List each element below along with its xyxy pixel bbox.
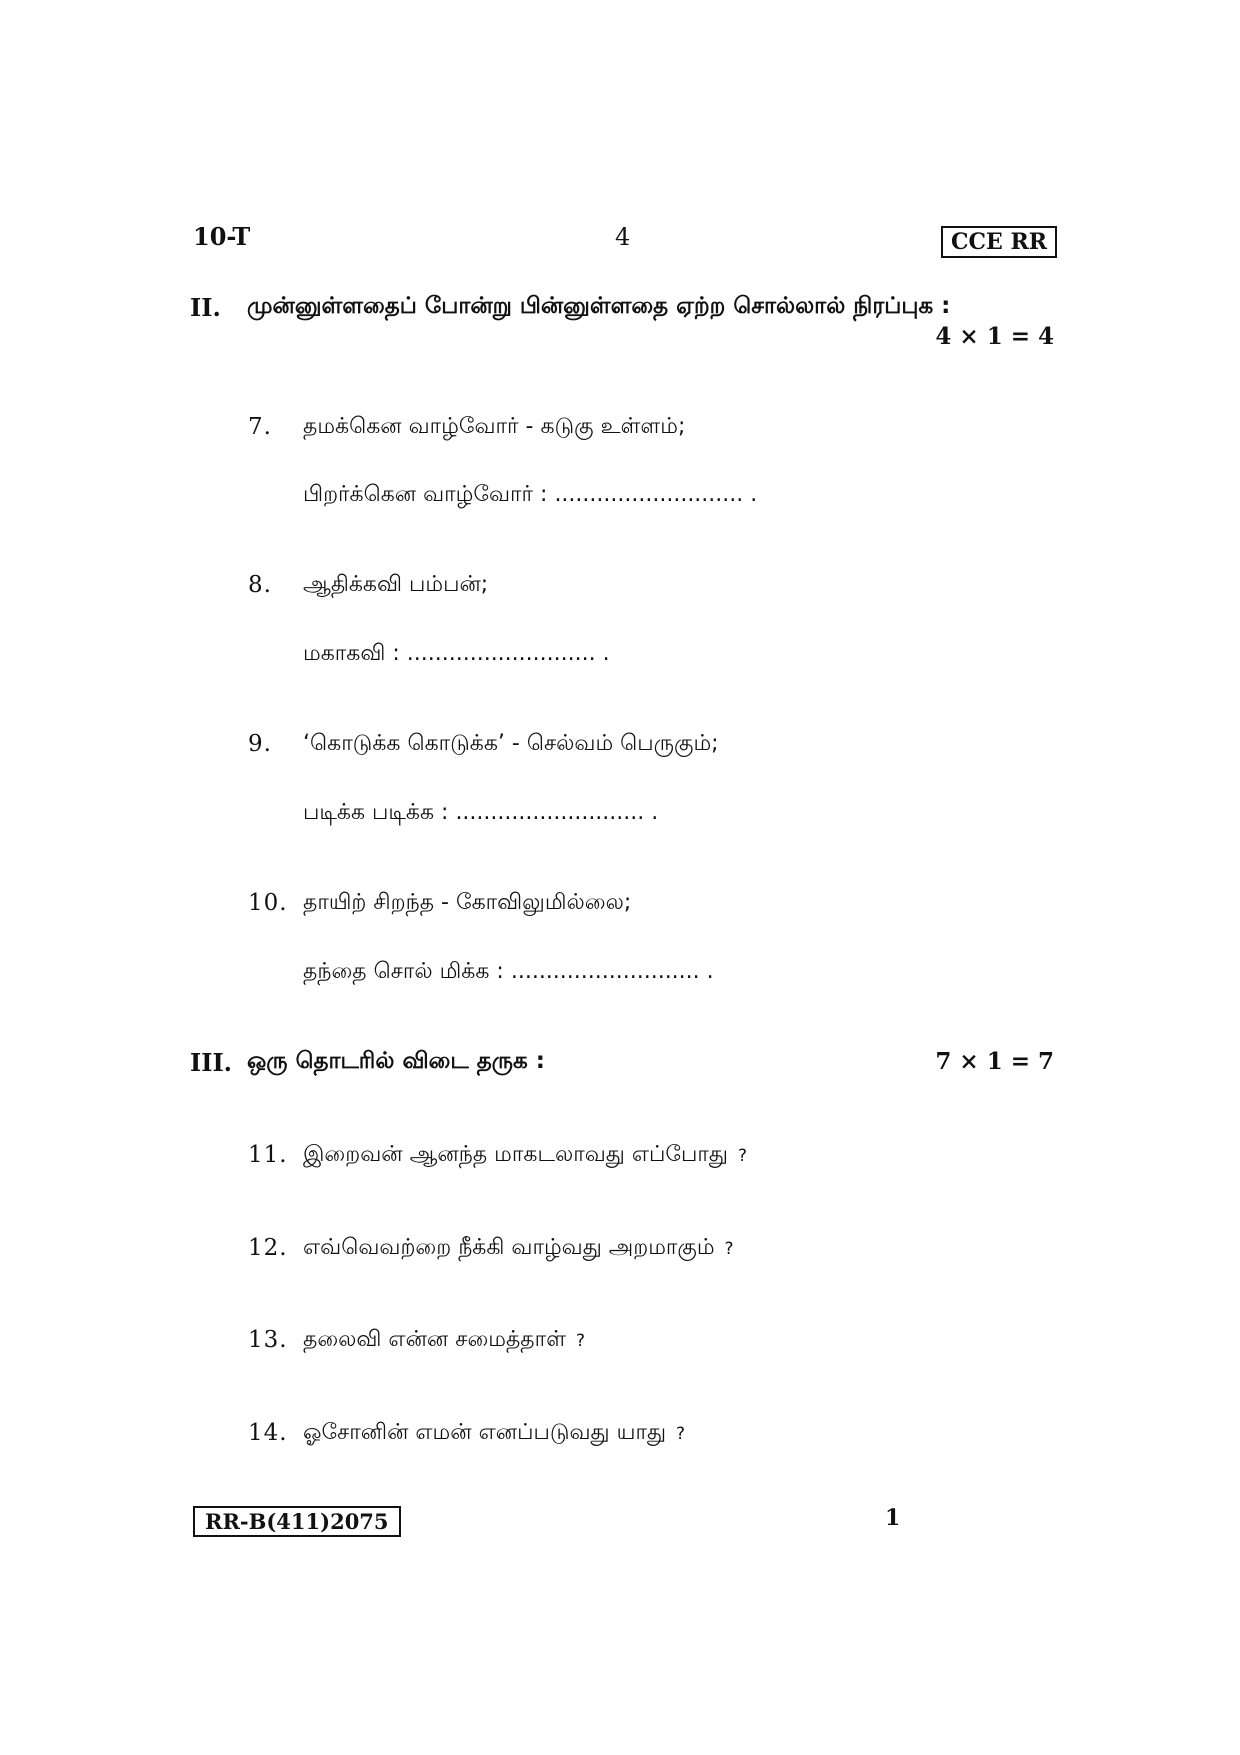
question-12-mark: ? bbox=[724, 1239, 734, 1259]
question-12-number: 12. bbox=[248, 1235, 288, 1261]
question-12-text: எவ்வெவற்றை நீக்கி வாழ்வது அறமாகும் bbox=[303, 1235, 715, 1260]
question-8-line1: ஆதிக்கவி பம்பன்; bbox=[303, 572, 489, 597]
question-11-number: 11. bbox=[248, 1142, 288, 1168]
paper-code: 10-T bbox=[193, 222, 251, 251]
question-10-line1: தாயிற் சிறந்த - கோவிலுமில்லை; bbox=[303, 890, 632, 915]
question-13-number: 13. bbox=[248, 1327, 288, 1353]
question-13-mark: ? bbox=[575, 1331, 585, 1351]
question-11-mark: ? bbox=[737, 1146, 747, 1166]
question-14-line bbox=[303, 1420, 685, 1448]
question-9-line2: படிக்க படிக்க : ........................... . bbox=[303, 800, 659, 825]
question-7-number: 7. bbox=[248, 414, 272, 440]
question-14-number: 14. bbox=[248, 1420, 288, 1446]
question-12-line bbox=[303, 1235, 734, 1263]
section-2-title: முன்னுள்ளதைப் போன்று பின்னுள்ளதை ஏற்ற சொல்லால் நிரப்புக : bbox=[247, 293, 951, 319]
page-number: 4 bbox=[615, 223, 631, 251]
question-9-line1: ‘கொடுக்க கொடுக்க’ - செல்வம் பெருகும்; bbox=[303, 731, 719, 756]
footer-code: RR-B(411)2075 bbox=[193, 1506, 401, 1537]
question-13-text: தலைவி என்ன சமைத்தாள் bbox=[303, 1327, 566, 1352]
section-3-title: ஒரு தொடரில் விடை தருக : bbox=[247, 1048, 545, 1074]
question-7-line1: தமக்கென வாழ்வோர் - கடுகு உள்ளம்; bbox=[303, 414, 686, 439]
question-8-number: 8. bbox=[248, 572, 272, 598]
question-13-line bbox=[303, 1327, 585, 1355]
section-3-number: III. bbox=[190, 1048, 233, 1077]
question-10-number: 10. bbox=[248, 890, 288, 916]
question-9-number: 9. bbox=[248, 731, 272, 757]
question-7-line2: பிறர்க்கென வாழ்வோர் : ........................... . bbox=[303, 482, 758, 507]
section-2-number: II. bbox=[190, 293, 221, 322]
question-14-text: ஓசோனின் எமன் எனப்படுவது யாது bbox=[303, 1420, 667, 1445]
cce-rr-label: CCE RR bbox=[941, 226, 1057, 258]
section-2-marks: 4 × 1 = 4 bbox=[935, 323, 1054, 350]
question-10-line2: தந்தை சொல் மிக்க : ........................... . bbox=[303, 959, 714, 984]
question-11-line bbox=[303, 1142, 747, 1170]
question-14-mark: ? bbox=[676, 1424, 686, 1444]
question-11-text: இறைவன் ஆனந்த மாகடலாவது எப்போது bbox=[303, 1142, 728, 1167]
section-3-marks: 7 × 1 = 7 bbox=[935, 1048, 1054, 1075]
question-8-line2: மகாகவி : ........................... . bbox=[303, 641, 610, 666]
sheet-number: 1 bbox=[885, 1505, 901, 1531]
